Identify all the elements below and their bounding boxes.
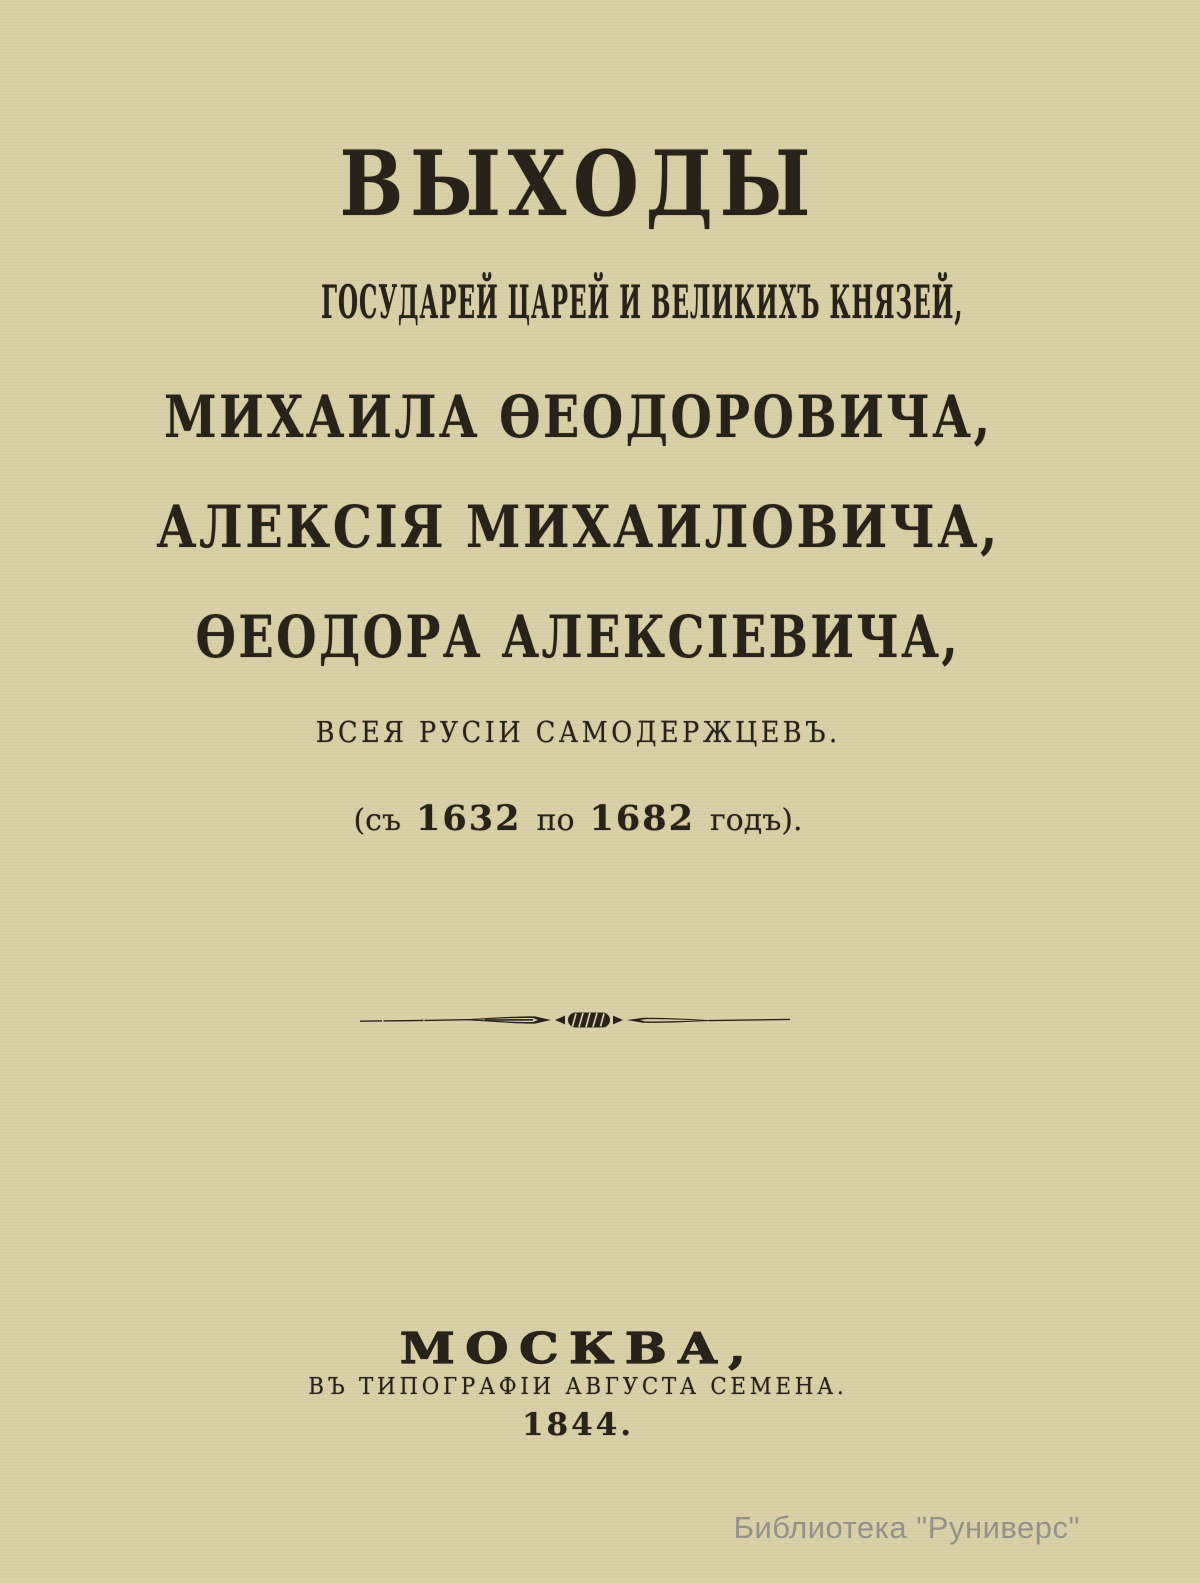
date-connector: по	[536, 803, 575, 838]
subtitle-text: ГОСУДАРЕЙ ЦАРЕЙ И ВЕЛИКИХЪ КНЯЗЕЙ,	[321, 275, 964, 329]
imprint-city	[0, 1324, 1156, 1373]
dedication-line	[0, 715, 1156, 749]
imprint-year	[0, 1407, 1156, 1443]
subtitle-line	[0, 275, 1156, 329]
ruler-name-text: МИХАИЛА ѲЕОДОРОВИЧА,	[163, 383, 993, 451]
imprint-city-text: МОСКВА,	[399, 1324, 757, 1373]
date-close: годъ).	[709, 803, 803, 838]
book-title-text: ВЫХОДЫ	[339, 131, 817, 237]
imprint-year-text: 1844.	[521, 1407, 635, 1443]
ruler-name-aleksiy	[0, 493, 1156, 561]
ruler-name-feodor	[0, 603, 1156, 671]
divider-ornament	[357, 1005, 793, 1035]
dedication-text: ВСЕЯ РУСІИ САМОДЕРЖЦЕВЪ.	[315, 715, 841, 749]
ruler-name-text: АЛЕКСІЯ МИХАИЛОВИЧА,	[156, 493, 1000, 561]
library-watermark: Библиотека "Руниверс"	[733, 1510, 1080, 1545]
date-end-year: 1682	[589, 798, 695, 839]
date-range-line	[0, 798, 1156, 839]
date-start-year: 1632	[416, 798, 522, 839]
ruler-name-mikhail	[0, 383, 1156, 451]
book-title	[0, 131, 1156, 237]
imprint-printer	[0, 1376, 1156, 1399]
ruler-name-text: ѲЕОДОРА АЛЕКСІЕВИЧА,	[195, 603, 961, 671]
imprint-printer-text: ВЪ ТИПОГРАФІИ АВГУСТА СЕМЕНА.	[308, 1374, 848, 1400]
date-open: (съ	[353, 803, 402, 838]
